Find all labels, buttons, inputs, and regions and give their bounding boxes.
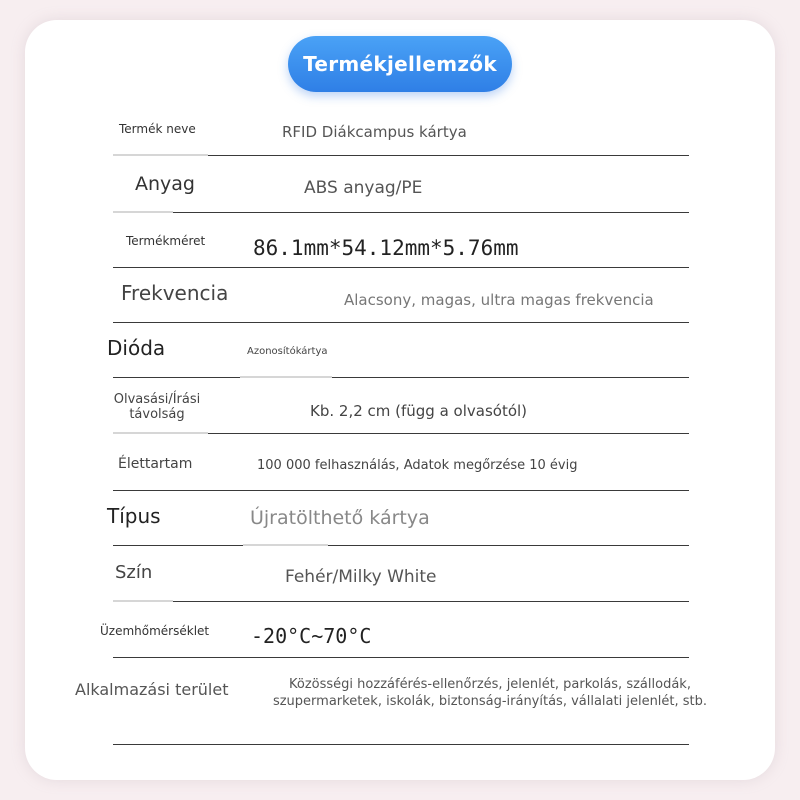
- row-label-size: Termékméret: [126, 234, 206, 248]
- decorative-shading: [113, 600, 173, 602]
- row-divider: [113, 657, 689, 658]
- row-value-frequency: Alacsony, magas, ultra magas frekvencia: [344, 291, 654, 309]
- row-value-lifetime: 100 000 felhasználás, Adatok megőrzése 10 évig: [257, 458, 578, 473]
- row-divider: [113, 744, 689, 745]
- row-label-operating-temp: Üzemhőmérséklet: [100, 624, 210, 638]
- row-value-color: Fehér/Milky White: [285, 567, 437, 587]
- row-value-product-name: RFID Diákcampus kártya: [282, 123, 467, 141]
- row-label-frequency: Frekvencia: [121, 281, 229, 305]
- row-divider: [113, 545, 689, 546]
- row-value-application-area: Közösségi hozzáférés-ellenőrzés, jelenlét, parkolás, szállodák, szupermarketek, iskolák, biztonság-irányítás, vállalati jelenlét, stb.: [272, 677, 708, 709]
- decorative-shading: [240, 376, 332, 378]
- row-divider: [113, 601, 689, 602]
- row-value-type: Újratölthető kártya: [250, 507, 430, 529]
- row-value-diode: Azonosítókártya: [247, 346, 328, 357]
- row-label-lifetime: Élettartam: [118, 456, 193, 472]
- row-label-type: Típus: [107, 504, 161, 528]
- row-divider: [113, 212, 689, 213]
- decorative-shading: [113, 154, 208, 156]
- decorative-shading: [113, 211, 173, 213]
- row-divider: [113, 377, 689, 378]
- decorative-shading: [113, 432, 208, 434]
- row-value-read-write-distance: Kb. 2,2 cm (függ a olvasótól): [310, 402, 528, 420]
- row-value-operating-temp: -20°C~70°C: [251, 624, 372, 648]
- row-label-product-name: Termék neve: [119, 122, 196, 136]
- row-label-material: Anyag: [135, 173, 195, 195]
- row-label-diode: Dióda: [107, 336, 166, 360]
- decorative-shading: [243, 544, 328, 546]
- row-label-read-write-distance: Olvasási/Írási távolság: [113, 392, 201, 422]
- row-divider: [113, 322, 689, 323]
- row-value-material: ABS anyag/PE: [304, 178, 423, 198]
- row-divider: [113, 490, 689, 491]
- row-label-color: Szín: [115, 562, 153, 583]
- title-badge: Termékjellemzők: [288, 36, 512, 92]
- row-label-application-area: Alkalmazási terület: [75, 680, 229, 699]
- row-divider: [113, 267, 689, 268]
- row-value-size: 86.1mm*54.12mm*5.76mm: [253, 236, 519, 260]
